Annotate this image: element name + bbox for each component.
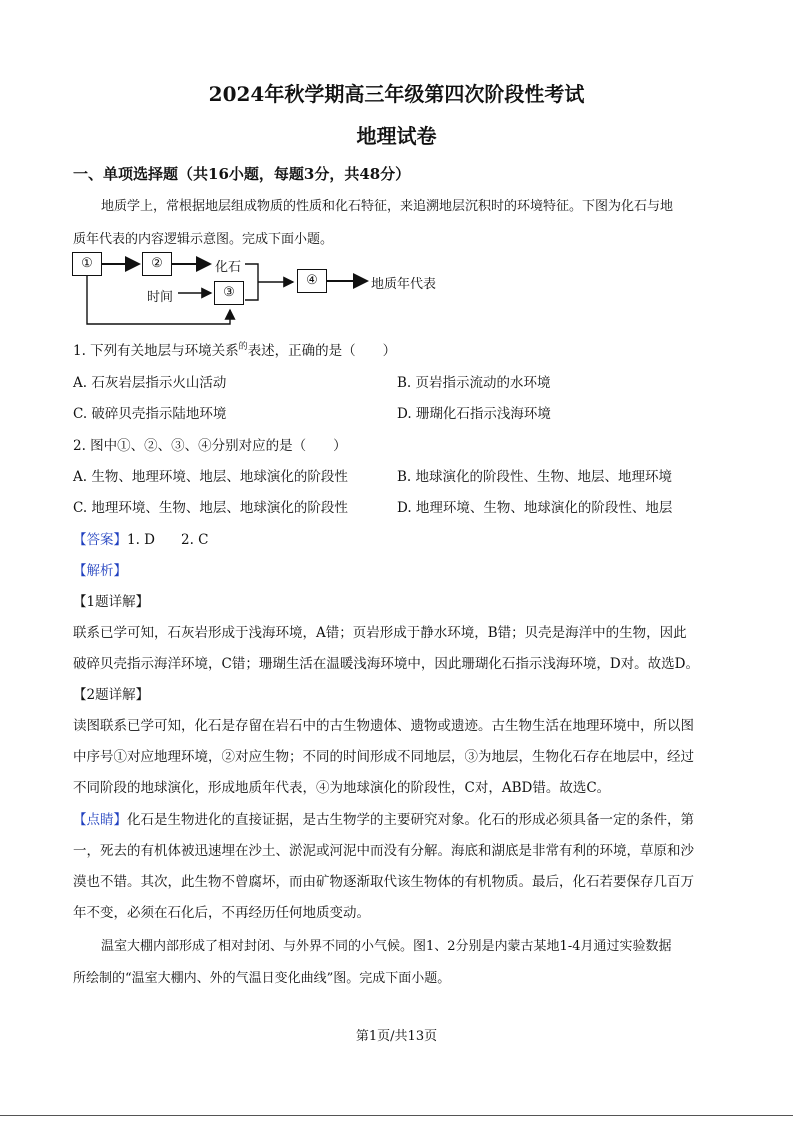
loop-line — [87, 276, 230, 324]
exam-title: 2024年秋学期高三年级第四次阶段性考试 — [208, 82, 585, 106]
detail-2-line-3: 不同阶段的地球演化，形成地质年代表，④为地球演化的阶段性，C对，ABD错。故选C。 — [73, 780, 611, 796]
detail-1-heading: 【1题详解】 — [73, 594, 150, 610]
question-1-stem-b: 表述，正确的是（ ） — [247, 343, 397, 359]
exam-subject: 地理试卷 — [356, 124, 437, 148]
tip-tag: 【点睛】 — [73, 812, 127, 828]
question-2-option-d: D. 地理环境、生物、地球演化的阶段性、地层 — [397, 500, 673, 516]
label-geologic-table: 地质年代表 — [371, 277, 437, 292]
intro-line-1: 地质学上，常根据地层组成物质的性质和化石特征，来追溯地层沉积时的环境特征。下图为化石与地 — [101, 199, 674, 214]
detail-2-line-2: 中序号①对应地理环境，②对应生物；不同的时间形成不同地层，③为地层，生物化石存在地层中，经过 — [73, 749, 694, 765]
question-2-stem: 2. 图中①、②、③、④分别对应的是（ ） — [73, 438, 347, 454]
diagram-box-4: ④ — [297, 269, 327, 293]
question-1-mark: 的 — [238, 342, 248, 352]
question-1-option-b: B. 页岩指示流动的水环境 — [397, 375, 551, 391]
label-time: 时间 — [147, 290, 174, 305]
answer-tag: 【答案】 — [73, 532, 127, 548]
page-number: 第1页/共13页 — [355, 1029, 438, 1044]
tip-line-2: 一，死去的有机体被迅速埋在沙土、淤泥或河泥中而没有分解。海底和湖底是非常有利的环境，草原和沙 — [73, 843, 694, 859]
intro-2-line-2: 所绘制的“温室大棚内、外的气温日变化曲线”图。完成下面小题。 — [73, 971, 451, 986]
answer-2: 2. C — [181, 532, 209, 548]
diagram-box-3: ③ — [214, 281, 244, 305]
tip-line-1 — [73, 808, 694, 828]
question-2-option-c: C. 地理环境、生物、地层、地球演化的阶段性 — [73, 500, 348, 516]
detail-2-line-1: 读图联系已学可知，化石是存留在岩石中的古生物遗体、遗物或遗迹。古生物生活在地理环境中，所以图 — [73, 718, 694, 734]
bracket-line — [245, 264, 258, 300]
intro-line-2: 质年代表的内容逻辑示意图。完成下面小题。 — [73, 232, 334, 247]
question-1-stem-a: 1. 下列有关地层与环境关系 — [73, 343, 239, 359]
answer-1: 1. D — [127, 532, 155, 548]
question-1-stem — [73, 339, 396, 359]
analysis-tag: 【解析】 — [73, 563, 127, 579]
diagram-box-1: ① — [72, 252, 102, 276]
answer-line — [73, 528, 209, 548]
tip-text-1: 化石是生物进化的直接证据，是古生物学的主要研究对象。化石的形成必须具备一定的条件，第 — [127, 812, 694, 828]
question-1-option-a: A. 石灰岩层指示火山活动 — [73, 375, 227, 391]
question-1-option-d: D. 珊瑚化石指示浅海环境 — [397, 406, 551, 422]
detail-1-line-1: 联系已学可知，石灰岩形成于浅海环境，A错；页岩形成于静水环境，B错；贝壳是海洋中的生物，因此 — [73, 625, 687, 641]
diagram-box-2: ② — [142, 252, 172, 276]
label-fossil: 化石 — [215, 260, 242, 275]
question-2-option-b: B. 地球演化的阶段性、生物、地层、地理环境 — [397, 469, 673, 485]
tip-line-4: 年不变，必须在石化后，不再经历任何地质变动。 — [73, 905, 370, 921]
question-2-option-a: A. 生物、地理环境、地层、地球演化的阶段性 — [73, 469, 348, 485]
detail-2-heading: 【2题详解】 — [73, 687, 150, 703]
bottom-divider — [0, 1115, 793, 1116]
section-heading: 一、单项选择题（共16小题，每题3分，共48分） — [73, 165, 411, 183]
tip-line-3: 漠也不错。其次，此生物不曾腐坏，而由矿物逐渐取代该生物体的有机物质。最后，化石若要保存几百万 — [73, 874, 694, 890]
question-1-option-c: C. 破碎贝壳指示陆地环境 — [73, 406, 227, 422]
detail-1-line-2: 破碎贝壳指示海洋环境，C错；珊瑚生活在温暖浅海环境中，因此珊瑚化石指示浅海环境，D对。故选D。 — [73, 656, 699, 672]
intro-2-line-1: 温室大棚内部形成了相对封闭、与外界不同的小气候。图1、2分别是内蒙古某地1-4月通过实验数据 — [101, 939, 672, 954]
